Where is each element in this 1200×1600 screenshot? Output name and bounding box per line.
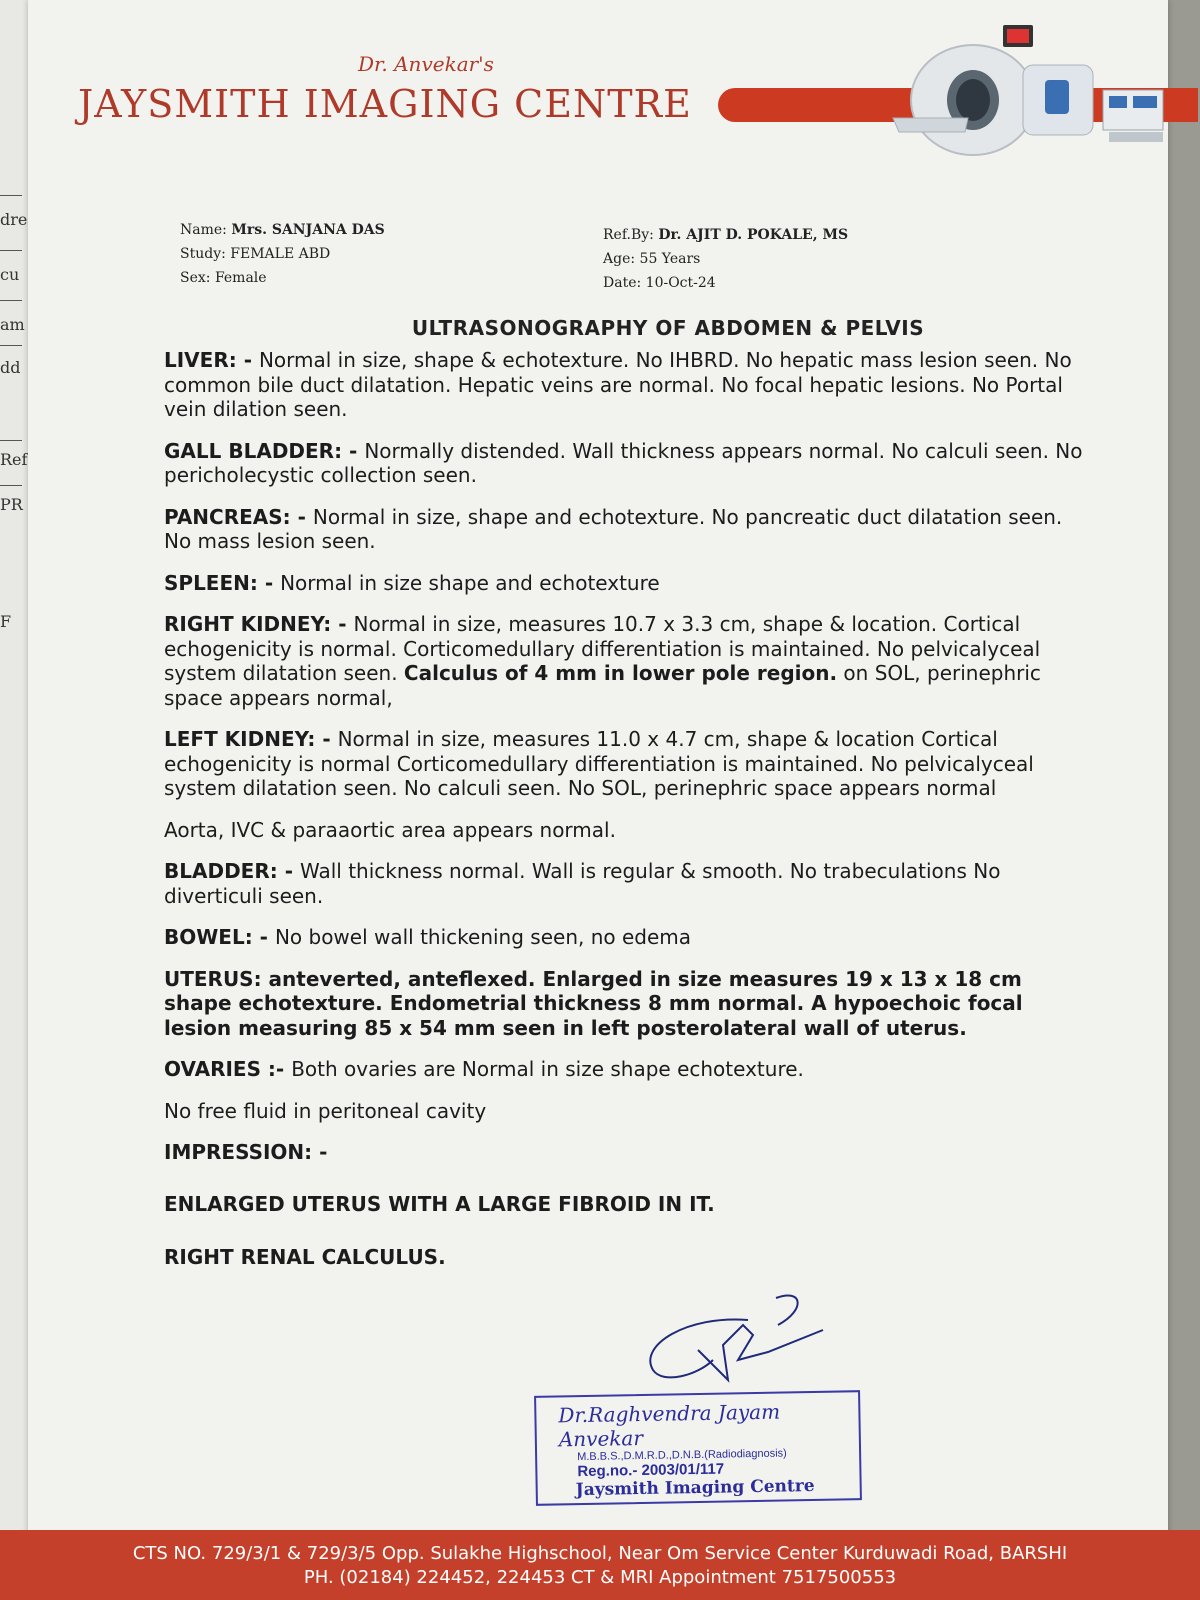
bowel-section (164, 925, 1089, 950)
right-kidney-text-end: on SOL, perinephric space appears normal, (164, 661, 1041, 710)
uterus-section: UTERUS: anteverted, anteflexed. Enlarged in size measures 19 x 13 x 18 cm shape echotexture. Endometrial thickness 8 mm normal. A hypoechoic focal lesion measuring 85 x 54 mm seen in left posterolateral wall of uterus. (164, 966, 1023, 1040)
age-row (603, 247, 848, 271)
impression-heading: IMPRESSION: - (164, 1140, 328, 1164)
stamp-registration: Reg.no.- 2003/01/117 (577, 1460, 725, 1481)
pancreas-label: PANCREAS: - (164, 504, 313, 529)
bladder-section (164, 859, 1089, 908)
right-kidney-text: Normal in size, measures 10.7 x 3.3 cm, shape & location. Cortical echogenicity is normal. Corticomedullary differentiation is maintained. No pelvicalyceal system dilatation seen. (164, 612, 1041, 685)
sex-label: Sex: (180, 270, 211, 286)
doctor-name-script: Dr. Anvekar's (358, 52, 494, 76)
right-kidney-section (164, 612, 1089, 710)
ovaries-text: Both ovaries are Normal in size shape echotexture. (291, 1057, 804, 1081)
underlying-rule (0, 485, 22, 486)
footer-phone: PH. (02184) 224452, 224453 CT & MRI Appointment 7517500553 (303, 1567, 897, 1588)
pancreas-section (164, 505, 1089, 554)
stamp-qualifications: M.B.B.S.,D.M.R.D.,D.N.B.(Radiodiagnosis) (577, 1447, 787, 1464)
age-label: Age: (603, 251, 636, 267)
mri-scanner-icon (873, 20, 1173, 160)
bowel-text: No bowel wall thickening seen, no edema (274, 925, 692, 949)
underlying-rule (0, 300, 22, 301)
report-sheet (28, 0, 1168, 1600)
footer-address: CTS NO. 729/3/1 & 729/3/5 Opp. Sulakhe Highschool, Near Om Service Center Kurduwadi Road, BARSHI (132, 1543, 1068, 1564)
gall-bladder-section (164, 439, 1089, 488)
stamp-centre: Jaysmith Imaging Centre (575, 1475, 815, 1501)
spleen-label: SPLEEN: - (164, 570, 281, 595)
underlying-text-fragment: dre (0, 210, 28, 229)
patient-name-label: Name: (180, 222, 227, 238)
underlying-text-fragment: dd (0, 358, 21, 377)
study-label: Study: (180, 246, 226, 262)
ref-label: Ref.By: (603, 227, 654, 243)
impression-item-2: RIGHT RENAL CALCULUS. (164, 1245, 446, 1269)
underlying-rule (0, 440, 22, 441)
ovaries-label: OVARIES :- (164, 1057, 292, 1081)
spleen-text: Normal in size shape and echotexture (280, 570, 660, 595)
ref-doctor: Dr. AJIT D. POKALE, MS (658, 227, 849, 243)
liver-text: Normal in size, shape & echotexture. No IHBRD. No hepatic mass lesion seen. No common bile duct dilatation. Hepatic veins are normal. No focal hepatic lesions. No Portal vein dilation seen. (164, 348, 1072, 421)
underlying-text-fragment: PR (0, 495, 23, 514)
liver-section (164, 348, 1089, 422)
free-fluid-section: No free fluid in peritoneal cavity (164, 1098, 487, 1123)
underlying-text-fragment: Ref (0, 450, 28, 469)
spleen-section (164, 571, 1089, 596)
footer-band (0, 1530, 1200, 1600)
underlying-rule (0, 250, 22, 251)
patient-info-right (603, 223, 848, 295)
underlying-rule (0, 195, 22, 196)
pancreas-text: Normal in size, shape and echotexture. No pancreatic duct dilatation seen. No mass lesion seen. (164, 504, 1063, 553)
patient-info-left (180, 218, 385, 290)
sex-row (180, 266, 385, 290)
sex-value: Female (214, 270, 267, 286)
impression-item-1: ENLARGED UTERUS WITH A LARGE FIBROID IN IT. (164, 1191, 715, 1216)
date-row (603, 271, 848, 295)
ref-row (603, 223, 848, 247)
left-kidney-label: LEFT KIDNEY: - (164, 727, 338, 751)
date-value: 10-Oct-24 (645, 275, 716, 291)
underlying-text-fragment: F (0, 612, 12, 631)
date-label: Date: (603, 275, 642, 291)
bladder-text: Wall thickness normal. Wall is regular & smooth. No trabeculations No diverticuli seen. (164, 859, 1001, 908)
stamp-doctor-name: Dr.Raghvendra Jayam Anvekar (558, 1399, 781, 1452)
bladder-label: BLADDER: - (164, 859, 300, 883)
patient-name-row (180, 218, 385, 242)
doctor-stamp (534, 1390, 862, 1506)
study-value: FEMALE ABD (230, 246, 331, 262)
clinic-title: JAYSMITH IMAGING CENTRE (78, 82, 692, 126)
left-kidney-section (164, 727, 1089, 801)
report-body (164, 348, 1089, 1297)
underlying-rule (0, 345, 22, 346)
doctor-signature (628, 1290, 868, 1400)
age-value: 55 Years (639, 251, 701, 267)
underlying-text-fragment: cu (0, 265, 20, 284)
ovaries-section (164, 1057, 1089, 1082)
study-row (180, 242, 385, 266)
liver-label: LIVER: - (164, 348, 259, 372)
gall-bladder-text: Normally distended. Wall thickness appears normal. No calculi seen. No pericholecystic collection seen. (164, 438, 1083, 487)
aorta-section: Aorta, IVC & paraaortic area appears normal. (164, 817, 616, 842)
report-title: ULTRASONOGRAPHY OF ABDOMEN & PELVIS (411, 316, 925, 340)
gall-bladder-label: GALL BLADDER: - (164, 438, 365, 463)
bowel-label: BOWEL: - (164, 925, 275, 949)
underlying-text-fragment: am (0, 315, 25, 334)
left-kidney-text: Normal in size, measures 11.0 x 4.7 cm, shape & location Cortical echogenicity is normal Corticomedullary differentiation is maintained. No pelvicalyceal system dilatation seen. No calculi seen. No SOL, perinephric space appears normal (164, 727, 1034, 800)
right-kidney-label: RIGHT KIDNEY: - (164, 612, 354, 636)
right-kidney-calculus: Calculus of 4 mm in lower pole region. (403, 661, 838, 685)
patient-name: Mrs. SANJANA DAS (231, 222, 385, 238)
